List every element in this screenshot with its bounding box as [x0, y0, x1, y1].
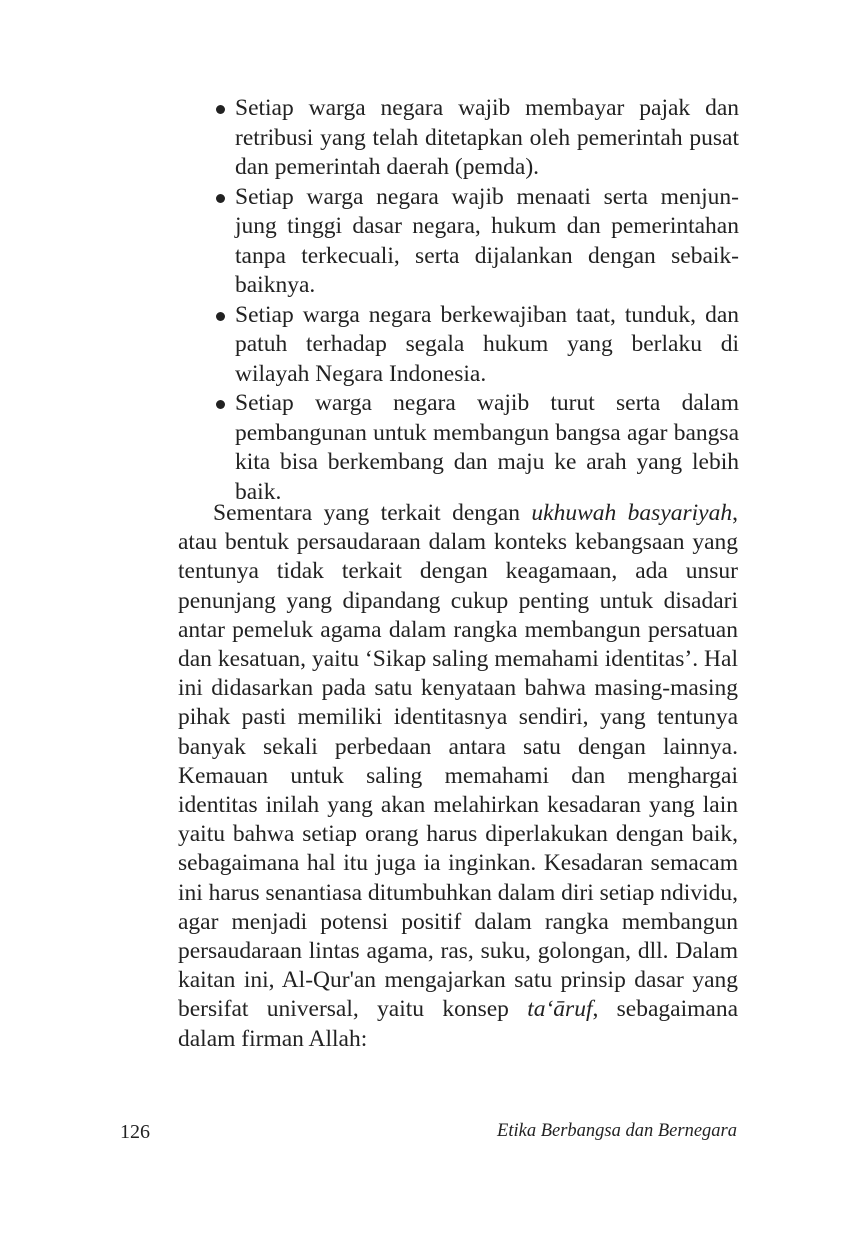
obligations-list [213, 94, 739, 507]
paragraph-text: Sementara yang terkait dengan [213, 500, 532, 526]
body-paragraph [178, 499, 738, 1054]
term-ukhuwah-basyariyah: ukhuwah basyariyah [531, 500, 733, 526]
page-footer [120, 1121, 737, 1147]
list-item-text: Setiap warga negara berkewajiban taat, tunduk, dan patuh terhadap segala hukum yang berlaku di wilayah Negara Indonesia. [235, 301, 739, 387]
paragraph-text: , sebagaimana dalam firman Allah: [178, 996, 739, 1052]
running-title: Etika Berbangsa dan Bernegara [497, 1121, 737, 1141]
list-item [213, 389, 739, 507]
list-item [213, 94, 739, 183]
page-number: 126 [120, 1121, 150, 1143]
list-item [213, 183, 739, 301]
list-item-text: Setiap warga negara wajib turut serta dalam pembangunan untuk membangun bangsa agar bangsa kita bisa berkembang dan maju ke arah yang lebih baik. [235, 390, 739, 505]
paragraph-text: , atau bentuk persaudaraan dalam konteks kebangsaan yang tentunya tidak terkait dengan keagamaan, ada unsur penunjang yang dipandang cukup penting untuk disadari antar pemeluk agama dalam rangka membangun persatuan dan kesatuan, yaitu ‘Sikap saling memahami identitas’. Hal ini didasarkan pada satu kenyataan bahwa masing-masing pihak pasti memiliki identitasnya sendiri, yang tentunya banyak sekali perbedaan antara satu dengan lainnya. Kemauan untuk saling memahami dan menghargai identitas inilah yang akan melahirkan kesadaran yang lain yaitu bahwa setiap orang harus diperlakukan dengan baik, sebagaimana hal itu juga ia inginkan. Kesadaran semacam ini harus senantiasa ditumbuhkan dalam diri setiap ndividu, agar menjadi potensi positif dalam rangka membangun persaudaraan lintas agama, ras, suku, golongan, dll. Dalam kaitan ini, Al-Qur'an mengajarkan satu prinsip dasar yang bersifat universal, yaitu konsep [178, 500, 738, 1023]
bullet-icon [216, 194, 225, 203]
bullet-icon [216, 400, 225, 409]
list-item-text: Setiap warga negara wajib membayar pajak dan retribusi yang telah ditetapkan oleh pemerintah pusat dan pemerintah daerah (pemda). [235, 95, 739, 180]
bullet-icon [216, 105, 225, 114]
list-item-text: Setiap warga negara wajib menaati serta menjun-jung tinggi dasar negara, hukum dan pemerintahan tanpa terkecuali, serta dijalankan dengan sebaik-baiknya. [235, 183, 739, 298]
term-taaruf: ta‘āruf [527, 996, 593, 1023]
list-item [213, 301, 739, 390]
bullet-icon [216, 312, 225, 321]
